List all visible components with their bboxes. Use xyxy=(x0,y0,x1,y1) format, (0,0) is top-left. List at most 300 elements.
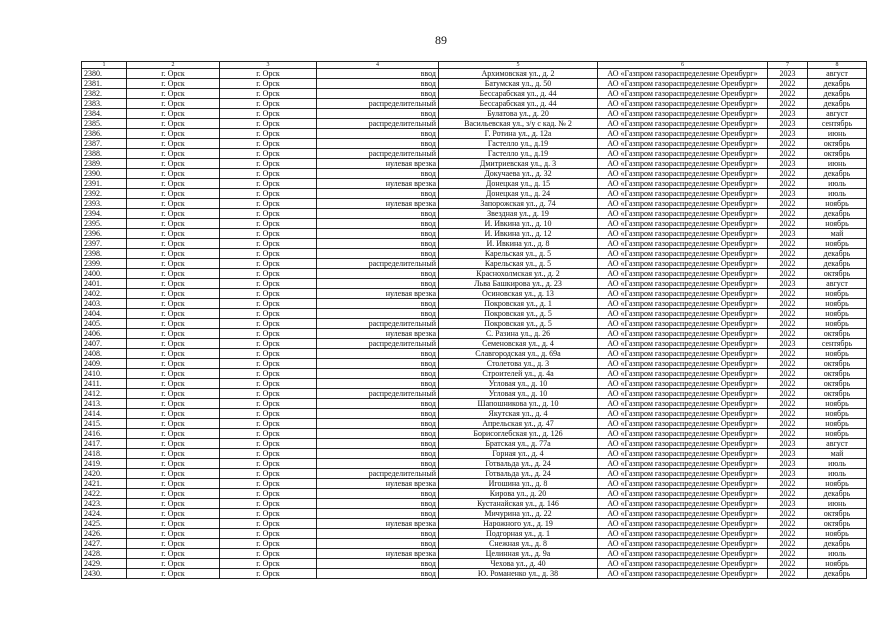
table-row xyxy=(82,459,867,469)
year-cell: 2022 xyxy=(768,169,808,179)
table-row xyxy=(82,569,867,579)
row-number-cell: 2396. xyxy=(82,229,127,239)
table-row xyxy=(82,229,867,239)
organization-cell: АО «Газпром газораспределение Оренбург» xyxy=(598,109,768,119)
month-cell: май xyxy=(808,449,867,459)
municipality-cell: г. Орск xyxy=(127,309,220,319)
table-row xyxy=(82,259,867,269)
column-header: 2 xyxy=(127,62,220,69)
address-cell: Краснохолмская ул., д. 2 xyxy=(439,269,598,279)
month-cell: май xyxy=(808,229,867,239)
municipality-cell: г. Орск xyxy=(127,439,220,449)
month-cell: ноябрь xyxy=(808,429,867,439)
address-cell: Дмитриевская ул., д. 3 xyxy=(439,159,598,169)
year-cell: 2023 xyxy=(768,129,808,139)
address-cell: Готвальда ул., д. 24 xyxy=(439,459,598,469)
address-cell: Покровская ул., д. 5 xyxy=(439,309,598,319)
row-number-cell: 2413. xyxy=(82,399,127,409)
year-cell: 2022 xyxy=(768,309,808,319)
month-cell: июль xyxy=(808,189,867,199)
table-row xyxy=(82,289,867,299)
municipality-cell: г. Орск xyxy=(127,359,220,369)
municipality-cell: г. Орск xyxy=(127,419,220,429)
organization-cell: АО «Газпром газораспределение Оренбург» xyxy=(598,259,768,269)
organization-cell: АО «Газпром газораспределение Оренбург» xyxy=(598,499,768,509)
row-number-cell: 2408. xyxy=(82,349,127,359)
row-number-cell: 2424. xyxy=(82,509,127,519)
table-row xyxy=(82,139,867,149)
address-cell: Шапошникова ул., д. 10 xyxy=(439,399,598,409)
address-cell: Покровская ул., д. 5 xyxy=(439,319,598,329)
address-cell: Игошина ул., д. 8 xyxy=(439,479,598,489)
month-cell: октябрь xyxy=(808,389,867,399)
table-row xyxy=(82,109,867,119)
row-number-cell: 2418. xyxy=(82,449,127,459)
settlement-cell: г. Орск xyxy=(220,509,317,519)
month-cell: октябрь xyxy=(808,359,867,369)
table-row xyxy=(82,439,867,449)
year-cell: 2022 xyxy=(768,409,808,419)
address-cell: Бессарабская ул., д. 44 xyxy=(439,99,598,109)
organization-cell: АО «Газпром газораспределение Оренбург» xyxy=(598,359,768,369)
settlement-cell: г. Орск xyxy=(220,259,317,269)
municipality-cell: г. Орск xyxy=(127,229,220,239)
year-cell: 2022 xyxy=(768,389,808,399)
table-row xyxy=(82,409,867,419)
municipality-cell: г. Орск xyxy=(127,99,220,109)
work-type-cell: распределительный xyxy=(317,469,439,479)
year-cell: 2023 xyxy=(768,439,808,449)
settlement-cell: г. Орск xyxy=(220,219,317,229)
address-cell: Донецкая ул., д. 24 xyxy=(439,189,598,199)
work-type-cell: ввод xyxy=(317,239,439,249)
municipality-cell: г. Орск xyxy=(127,269,220,279)
settlement-cell: г. Орск xyxy=(220,399,317,409)
column-header: 6 xyxy=(598,62,768,69)
organization-cell: АО «Газпром газораспределение Оренбург» xyxy=(598,249,768,259)
table-row xyxy=(82,429,867,439)
month-cell: июль xyxy=(808,179,867,189)
gas-connection-table xyxy=(81,61,867,579)
table-row xyxy=(82,319,867,329)
month-cell: декабрь xyxy=(808,89,867,99)
address-cell: Апрельская ул., д. 47 xyxy=(439,419,598,429)
month-cell: ноябрь xyxy=(808,219,867,229)
table-row xyxy=(82,399,867,409)
year-cell: 2023 xyxy=(768,159,808,169)
municipality-cell: г. Орск xyxy=(127,559,220,569)
table-row xyxy=(82,269,867,279)
municipality-cell: г. Орск xyxy=(127,79,220,89)
year-cell: 2022 xyxy=(768,249,808,259)
organization-cell: АО «Газпром газораспределение Оренбург» xyxy=(598,309,768,319)
column-number-row xyxy=(82,62,867,69)
municipality-cell: г. Орск xyxy=(127,159,220,169)
month-cell: октябрь xyxy=(808,149,867,159)
table-row xyxy=(82,99,867,109)
work-type-cell: ввод xyxy=(317,79,439,89)
table-row xyxy=(82,249,867,259)
address-cell: Подгорная ул., д. 1 xyxy=(439,529,598,539)
municipality-cell: г. Орск xyxy=(127,529,220,539)
address-cell: Нарожного ул., д. 19 xyxy=(439,519,598,529)
month-cell: июнь xyxy=(808,129,867,139)
municipality-cell: г. Орск xyxy=(127,409,220,419)
municipality-cell: г. Орск xyxy=(127,89,220,99)
organization-cell: АО «Газпром газораспределение Оренбург» xyxy=(598,199,768,209)
address-cell: И. Ивкина ул., д. 8 xyxy=(439,239,598,249)
month-cell: октябрь xyxy=(808,139,867,149)
row-number-cell: 2384. xyxy=(82,109,127,119)
year-cell: 2022 xyxy=(768,179,808,189)
row-number-cell: 2410. xyxy=(82,369,127,379)
work-type-cell: ввод xyxy=(317,299,439,309)
table-row xyxy=(82,329,867,339)
address-cell: Снежная ул., д. 8 xyxy=(439,539,598,549)
row-number-cell: 2416. xyxy=(82,429,127,439)
row-number-cell: 2382. xyxy=(82,89,127,99)
work-type-cell: ввод xyxy=(317,269,439,279)
organization-cell: АО «Газпром газораспределение Оренбург» xyxy=(598,489,768,499)
row-number-cell: 2380. xyxy=(82,69,127,79)
table-row xyxy=(82,209,867,219)
address-cell: И. Ивкина ул., д. 10 xyxy=(439,219,598,229)
month-cell: сентябрь xyxy=(808,339,867,349)
table-row xyxy=(82,189,867,199)
table-row xyxy=(82,389,867,399)
municipality-cell: г. Орск xyxy=(127,509,220,519)
table-row xyxy=(82,79,867,89)
row-number-cell: 2393. xyxy=(82,199,127,209)
year-cell: 2022 xyxy=(768,489,808,499)
work-type-cell: ввод xyxy=(317,489,439,499)
settlement-cell: г. Орск xyxy=(220,359,317,369)
row-number-cell: 2394. xyxy=(82,209,127,219)
address-cell: Льва Башкирова ул., д. 23 xyxy=(439,279,598,289)
settlement-cell: г. Орск xyxy=(220,299,317,309)
municipality-cell: г. Орск xyxy=(127,199,220,209)
work-type-cell: ввод xyxy=(317,349,439,359)
row-number-cell: 2403. xyxy=(82,299,127,309)
address-cell: Строителей ул., д. 4а xyxy=(439,369,598,379)
municipality-cell: г. Орск xyxy=(127,319,220,329)
month-cell: октябрь xyxy=(808,329,867,339)
municipality-cell: г. Орск xyxy=(127,209,220,219)
address-cell: Чехова ул., д. 40 xyxy=(439,559,598,569)
table-row xyxy=(82,379,867,389)
settlement-cell: г. Орск xyxy=(220,99,317,109)
municipality-cell: г. Орск xyxy=(127,279,220,289)
work-type-cell: нулевая врезка xyxy=(317,199,439,209)
row-number-cell: 2400. xyxy=(82,269,127,279)
organization-cell: АО «Газпром газораспределение Оренбург» xyxy=(598,509,768,519)
row-number-cell: 2411. xyxy=(82,379,127,389)
row-number-cell: 2391. xyxy=(82,179,127,189)
municipality-cell: г. Орск xyxy=(127,459,220,469)
organization-cell: АО «Газпром газораспределение Оренбург» xyxy=(598,169,768,179)
year-cell: 2022 xyxy=(768,89,808,99)
address-cell: Осиновская ул., д. 13 xyxy=(439,289,598,299)
organization-cell: АО «Газпром газораспределение Оренбург» xyxy=(598,279,768,289)
work-type-cell: нулевая врезка xyxy=(317,479,439,489)
municipality-cell: г. Орск xyxy=(127,139,220,149)
settlement-cell: г. Орск xyxy=(220,349,317,359)
work-type-cell: ввод xyxy=(317,129,439,139)
settlement-cell: г. Орск xyxy=(220,559,317,569)
organization-cell: АО «Газпром газораспределение Оренбург» xyxy=(598,79,768,89)
organization-cell: АО «Газпром газораспределение Оренбург» xyxy=(598,429,768,439)
settlement-cell: г. Орск xyxy=(220,129,317,139)
month-cell: июнь xyxy=(808,499,867,509)
work-type-cell: ввод xyxy=(317,429,439,439)
month-cell: июнь xyxy=(808,159,867,169)
month-cell: ноябрь xyxy=(808,289,867,299)
month-cell: ноябрь xyxy=(808,299,867,309)
settlement-cell: г. Орск xyxy=(220,279,317,289)
month-cell: декабрь xyxy=(808,259,867,269)
municipality-cell: г. Орск xyxy=(127,69,220,79)
settlement-cell: г. Орск xyxy=(220,79,317,89)
address-cell: Покровская ул., д. 1 xyxy=(439,299,598,309)
month-cell: ноябрь xyxy=(808,309,867,319)
work-type-cell: распределительный xyxy=(317,99,439,109)
settlement-cell: г. Орск xyxy=(220,439,317,449)
year-cell: 2023 xyxy=(768,69,808,79)
work-type-cell: нулевая врезка xyxy=(317,289,439,299)
table-row xyxy=(82,199,867,209)
work-type-cell: ввод xyxy=(317,439,439,449)
row-number-cell: 2425. xyxy=(82,519,127,529)
work-type-cell: ввод xyxy=(317,569,439,579)
organization-cell: АО «Газпром газораспределение Оренбург» xyxy=(598,229,768,239)
municipality-cell: г. Орск xyxy=(127,519,220,529)
address-cell: Васильевская ул., з/у с кад. № 2 xyxy=(439,119,598,129)
year-cell: 2022 xyxy=(768,269,808,279)
row-number-cell: 2423. xyxy=(82,499,127,509)
year-cell: 2022 xyxy=(768,79,808,89)
work-type-cell: ввод xyxy=(317,139,439,149)
row-number-cell: 2420. xyxy=(82,469,127,479)
table-row xyxy=(82,489,867,499)
work-type-cell: ввод xyxy=(317,229,439,239)
table-body xyxy=(82,69,867,579)
organization-cell: АО «Газпром газораспределение Оренбург» xyxy=(598,539,768,549)
year-cell: 2022 xyxy=(768,419,808,429)
column-header: 8 xyxy=(808,62,867,69)
municipality-cell: г. Орск xyxy=(127,349,220,359)
municipality-cell: г. Орск xyxy=(127,389,220,399)
year-cell: 2022 xyxy=(768,519,808,529)
municipality-cell: г. Орск xyxy=(127,369,220,379)
organization-cell: АО «Газпром газораспределение Оренбург» xyxy=(598,369,768,379)
municipality-cell: г. Орск xyxy=(127,149,220,159)
year-cell: 2022 xyxy=(768,219,808,229)
work-type-cell: ввод xyxy=(317,279,439,289)
row-number-cell: 2398. xyxy=(82,249,127,259)
year-cell: 2022 xyxy=(768,289,808,299)
table-row xyxy=(82,339,867,349)
organization-cell: АО «Газпром газораспределение Оренбург» xyxy=(598,409,768,419)
work-type-cell: ввод xyxy=(317,209,439,219)
row-number-cell: 2422. xyxy=(82,489,127,499)
work-type-cell: ввод xyxy=(317,219,439,229)
settlement-cell: г. Орск xyxy=(220,369,317,379)
month-cell: август xyxy=(808,279,867,289)
row-number-cell: 2402. xyxy=(82,289,127,299)
work-type-cell: ввод xyxy=(317,309,439,319)
work-type-cell: ввод xyxy=(317,169,439,179)
settlement-cell: г. Орск xyxy=(220,249,317,259)
year-cell: 2022 xyxy=(768,319,808,329)
address-cell: Донецкая ул., д. 15 xyxy=(439,179,598,189)
month-cell: ноябрь xyxy=(808,479,867,489)
work-type-cell: нулевая врезка xyxy=(317,159,439,169)
municipality-cell: г. Орск xyxy=(127,339,220,349)
municipality-cell: г. Орск xyxy=(127,549,220,559)
municipality-cell: г. Орск xyxy=(127,179,220,189)
municipality-cell: г. Орск xyxy=(127,399,220,409)
row-number-cell: 2414. xyxy=(82,409,127,419)
table-row xyxy=(82,349,867,359)
settlement-cell: г. Орск xyxy=(220,529,317,539)
table-row xyxy=(82,559,867,569)
row-number-cell: 2401. xyxy=(82,279,127,289)
work-type-cell: распределительный xyxy=(317,319,439,329)
settlement-cell: г. Орск xyxy=(220,269,317,279)
municipality-cell: г. Орск xyxy=(127,569,220,579)
row-number-cell: 2428. xyxy=(82,549,127,559)
row-number-cell: 2389. xyxy=(82,159,127,169)
organization-cell: АО «Газпром газораспределение Оренбург» xyxy=(598,459,768,469)
address-cell: Архимовская ул., д. 2 xyxy=(439,69,598,79)
organization-cell: АО «Газпром газораспределение Оренбург» xyxy=(598,389,768,399)
table-row xyxy=(82,539,867,549)
row-number-cell: 2387. xyxy=(82,139,127,149)
organization-cell: АО «Газпром газораспределение Оренбург» xyxy=(598,239,768,249)
organization-cell: АО «Газпром газораспределение Оренбург» xyxy=(598,99,768,109)
address-cell: Угловая ул., д. 10 xyxy=(439,389,598,399)
organization-cell: АО «Газпром газораспределение Оренбург» xyxy=(598,469,768,479)
month-cell: ноябрь xyxy=(808,319,867,329)
table-row xyxy=(82,129,867,139)
year-cell: 2023 xyxy=(768,119,808,129)
row-number-cell: 2412. xyxy=(82,389,127,399)
year-cell: 2022 xyxy=(768,209,808,219)
settlement-cell: г. Орск xyxy=(220,229,317,239)
settlement-cell: г. Орск xyxy=(220,199,317,209)
organization-cell: АО «Газпром газораспределение Оренбург» xyxy=(598,159,768,169)
address-cell: Бессарабская ул., д. 44 xyxy=(439,89,598,99)
table-row xyxy=(82,529,867,539)
year-cell: 2022 xyxy=(768,359,808,369)
organization-cell: АО «Газпром газораспределение Оренбург» xyxy=(598,549,768,559)
table-row xyxy=(82,279,867,289)
organization-cell: АО «Газпром газораспределение Оренбург» xyxy=(598,209,768,219)
work-type-cell: нулевая врезка xyxy=(317,519,439,529)
settlement-cell: г. Орск xyxy=(220,469,317,479)
settlement-cell: г. Орск xyxy=(220,309,317,319)
month-cell: ноябрь xyxy=(808,419,867,429)
address-cell: Докучаева ул., д. 32 xyxy=(439,169,598,179)
organization-cell: АО «Газпром газораспределение Оренбург» xyxy=(598,319,768,329)
address-cell: Гастелло ул., д.19 xyxy=(439,139,598,149)
settlement-cell: г. Орск xyxy=(220,489,317,499)
month-cell: декабрь xyxy=(808,489,867,499)
work-type-cell: распределительный xyxy=(317,259,439,269)
work-type-cell: ввод xyxy=(317,559,439,569)
table-row xyxy=(82,309,867,319)
row-number-cell: 2417. xyxy=(82,439,127,449)
year-cell: 2022 xyxy=(768,539,808,549)
year-cell: 2023 xyxy=(768,279,808,289)
settlement-cell: г. Орск xyxy=(220,189,317,199)
year-cell: 2022 xyxy=(768,529,808,539)
row-number-cell: 2390. xyxy=(82,169,127,179)
month-cell: декабрь xyxy=(808,539,867,549)
organization-cell: АО «Газпром газораспределение Оренбург» xyxy=(598,349,768,359)
organization-cell: АО «Газпром газораспределение Оренбург» xyxy=(598,519,768,529)
municipality-cell: г. Орск xyxy=(127,299,220,309)
year-cell: 2022 xyxy=(768,139,808,149)
organization-cell: АО «Газпром газораспределение Оренбург» xyxy=(598,119,768,129)
month-cell: декабрь xyxy=(808,249,867,259)
address-cell: Мичурина ул., д. 22 xyxy=(439,509,598,519)
column-header: 4 xyxy=(317,62,439,69)
address-cell: Столетова ул., д. 3 xyxy=(439,359,598,369)
organization-cell: АО «Газпром газораспределение Оренбург» xyxy=(598,379,768,389)
work-type-cell: распределительный xyxy=(317,389,439,399)
address-cell: Гастелло ул., д.19 xyxy=(439,149,598,159)
year-cell: 2022 xyxy=(768,379,808,389)
settlement-cell: г. Орск xyxy=(220,169,317,179)
row-number-cell: 2383. xyxy=(82,99,127,109)
work-type-cell: ввод xyxy=(317,499,439,509)
table-row xyxy=(82,239,867,249)
municipality-cell: г. Орск xyxy=(127,329,220,339)
address-cell: Г. Ротина ул., д. 12а xyxy=(439,129,598,139)
row-number-cell: 2385. xyxy=(82,119,127,129)
row-number-cell: 2388. xyxy=(82,149,127,159)
month-cell: октябрь xyxy=(808,519,867,529)
year-cell: 2022 xyxy=(768,399,808,409)
municipality-cell: г. Орск xyxy=(127,119,220,129)
table-row xyxy=(82,219,867,229)
address-cell: Братская ул., д. 77а xyxy=(439,439,598,449)
organization-cell: АО «Газпром газораспределение Оренбург» xyxy=(598,399,768,409)
settlement-cell: г. Орск xyxy=(220,519,317,529)
municipality-cell: г. Орск xyxy=(127,429,220,439)
row-number-cell: 2427. xyxy=(82,539,127,549)
address-cell: Семеновская ул., д. 4 xyxy=(439,339,598,349)
year-cell: 2022 xyxy=(768,569,808,579)
year-cell: 2022 xyxy=(768,559,808,569)
address-cell: Готвальда ул., д. 24 xyxy=(439,469,598,479)
year-cell: 2023 xyxy=(768,109,808,119)
address-cell: Кустанайская ул., д. 146 xyxy=(439,499,598,509)
year-cell: 2023 xyxy=(768,499,808,509)
address-cell: Звездная ул., д. 19 xyxy=(439,209,598,219)
municipality-cell: г. Орск xyxy=(127,449,220,459)
table-row xyxy=(82,359,867,369)
work-type-cell: ввод xyxy=(317,529,439,539)
year-cell: 2023 xyxy=(768,229,808,239)
settlement-cell: г. Орск xyxy=(220,119,317,129)
address-cell: Борисоглебская ул., д. 126 xyxy=(439,429,598,439)
table-row xyxy=(82,469,867,479)
municipality-cell: г. Орск xyxy=(127,539,220,549)
organization-cell: АО «Газпром газораспределение Оренбург» xyxy=(598,289,768,299)
settlement-cell: г. Орск xyxy=(220,89,317,99)
